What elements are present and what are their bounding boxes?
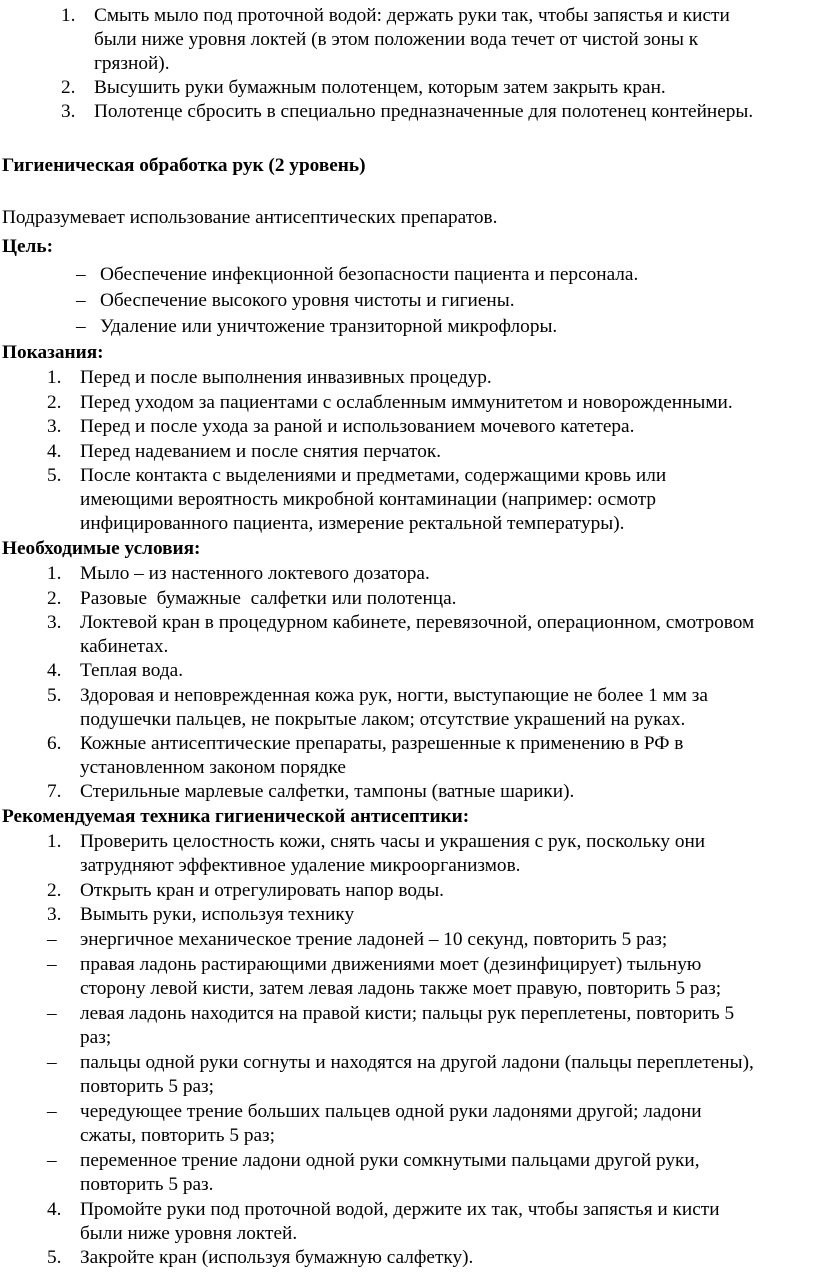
- list-marker: 3.: [47, 416, 62, 437]
- list-item-text: Перед и после ухода за раной и использованием мочевого катетера.: [80, 416, 635, 437]
- dash-marker: –: [47, 1150, 57, 1171]
- list-marker: 2.: [47, 880, 62, 901]
- list-item-text: Проверить целостность кожи, снять часы и украшения с рук, поскольку они: [80, 831, 706, 852]
- list-item-text: Закройте кран (используя бумажную салфетку).: [80, 1247, 474, 1268]
- list-item-text: повторить 5 раз;: [80, 1076, 215, 1097]
- list-marker: 7.: [47, 781, 62, 802]
- dash-marker: –: [76, 290, 86, 311]
- list-item-text: установленном законом порядке: [80, 757, 346, 778]
- indications-heading: Показания:: [2, 342, 104, 363]
- list-marker: 2.: [47, 588, 62, 609]
- list-item-text: Открыть кран и отрегулировать напор воды.: [80, 880, 444, 901]
- list-item-text: Высушить руки бумажным полотенцем, которым затем закрыть кран.: [94, 77, 666, 98]
- list-item-text: переменное трение ладони одной руки сомкнутыми пальцами другой руки,: [80, 1150, 700, 1171]
- list-item-text: пальцы одной руки согнуты и находятся на другой ладони (пальцы переплетены),: [80, 1052, 754, 1073]
- list-item-text: Стерильные марлевые салфетки, тампоны (ватные шарики).: [80, 781, 575, 802]
- goal-heading: Цель:: [2, 236, 53, 257]
- list-item-text: повторить 5 раз.: [80, 1174, 214, 1195]
- list-item-text: Теплая вода.: [80, 660, 184, 681]
- list-item-text: Смыть мыло под проточной водой: держать руки так, чтобы запястья и кисти: [94, 5, 730, 26]
- list-item-text: Перед и после выполнения инвазивных процедур.: [80, 367, 492, 388]
- list-item-text: После контакта с выделениями и предметами, содержащими кровь или: [80, 465, 667, 486]
- list-item-text: были ниже уровня локтей (в этом положении вода течет от чистой зоны к: [94, 29, 699, 50]
- list-item-text: Разовые бумажные салфетки или полотенца.: [80, 588, 457, 609]
- list-marker: 1.: [47, 563, 62, 584]
- list-item-text: грязной).: [94, 53, 170, 74]
- dash-marker: –: [47, 1003, 57, 1024]
- list-item-text: Полотенце сбросить в специально предназначенные для полотенец контейнеры.: [94, 101, 754, 122]
- list-item-text: были ниже уровня локтей.: [80, 1223, 298, 1244]
- list-item-text: инфицированного пациента, измерение ректальной температуры).: [80, 513, 625, 534]
- list-item-text: подушечки пальцев, не покрытые лаком; отсутствие украшений на руках.: [80, 709, 686, 730]
- list-item-text: имеющими вероятность микробной контаминации (например: осмотр: [80, 489, 657, 510]
- technique-heading: Рекомендуемая техника гигиенической антисептики:: [2, 806, 470, 827]
- list-item-text: энергичное механическое трение ладоней – 10 секунд, повторить 5 раз;: [80, 929, 668, 950]
- list-item-text: Кожные антисептические препараты, разрешенные к применению в РФ в: [80, 733, 684, 754]
- section-heading: Гигиеническая обработка рук (2 уровень): [2, 155, 366, 176]
- list-item-text: правая ладонь растирающими движениями моет (дезинфицирует) тыльную: [80, 954, 702, 975]
- list-marker: 1.: [61, 5, 76, 26]
- list-marker: 5.: [47, 1247, 62, 1268]
- dash-marker: –: [47, 929, 57, 950]
- list-marker: 2.: [61, 77, 76, 98]
- goal-item: Обеспечение высокого уровня чистоты и гигиены.: [100, 290, 515, 311]
- list-marker: 3.: [47, 612, 62, 633]
- list-marker: 2.: [47, 392, 62, 413]
- list-item-text: Локтевой кран в процедурном кабинете, перевязочной, операционном, смотровом: [80, 612, 755, 633]
- dash-marker: –: [47, 1101, 57, 1122]
- list-item-text: раз;: [80, 1027, 112, 1048]
- list-item-text: затрудняют эффективное удаление микроорганизмов.: [80, 855, 521, 876]
- dash-marker: –: [47, 954, 57, 975]
- list-item-text: Промойте руки под проточной водой, держите их так, чтобы запястья и кисти: [80, 1199, 720, 1220]
- list-marker: 5.: [47, 685, 62, 706]
- list-marker: 1.: [47, 367, 62, 388]
- dash-marker: –: [76, 316, 86, 337]
- list-marker: 3.: [61, 101, 76, 122]
- list-item-text: сторону левой кисти, затем левая ладонь также моет правую, повторить 5 раз;: [80, 978, 722, 999]
- list-item-text: сжаты, повторить 5 раз;: [80, 1125, 275, 1146]
- list-item-text: чередующее трение больших пальцев одной руки ладонями другой; ладони: [80, 1101, 702, 1122]
- list-item-text: Вымыть руки, используя технику: [80, 904, 355, 925]
- list-item-text: левая ладонь находится на правой кисти; пальцы рук переплетены, повторить 5: [80, 1003, 735, 1024]
- list-item-text: Перед уходом за пациентами с ослабленным иммунитетом и новорожденными.: [80, 392, 733, 413]
- intro-text: Подразумевает использование антисептических препаратов.: [2, 207, 498, 228]
- list-marker: 4.: [47, 660, 62, 681]
- dash-marker: –: [47, 1052, 57, 1073]
- dash-marker: –: [76, 264, 86, 285]
- list-marker: 5.: [47, 465, 62, 486]
- list-marker: 3.: [47, 904, 62, 925]
- goal-item: Удаление или уничтожение транзиторной микрофлоры.: [100, 316, 558, 337]
- list-item-text: Мыло – из настенного локтевого дозатора.: [80, 563, 430, 584]
- list-marker: 4.: [47, 1199, 62, 1220]
- list-item-text: Здоровая и неповрежденная кожа рук, ногти, выступающие не более 1 мм за: [80, 685, 708, 706]
- list-marker: 1.: [47, 831, 62, 852]
- list-marker: 4.: [47, 441, 62, 462]
- list-marker: 6.: [47, 733, 62, 754]
- goal-item: Обеспечение инфекционной безопасности пациента и персонала.: [100, 264, 639, 285]
- conditions-heading: Необходимые условия:: [2, 538, 201, 559]
- list-item-text: Перед надеванием и после снятия перчаток.: [80, 441, 442, 462]
- list-item-text: кабинетах.: [80, 636, 169, 657]
